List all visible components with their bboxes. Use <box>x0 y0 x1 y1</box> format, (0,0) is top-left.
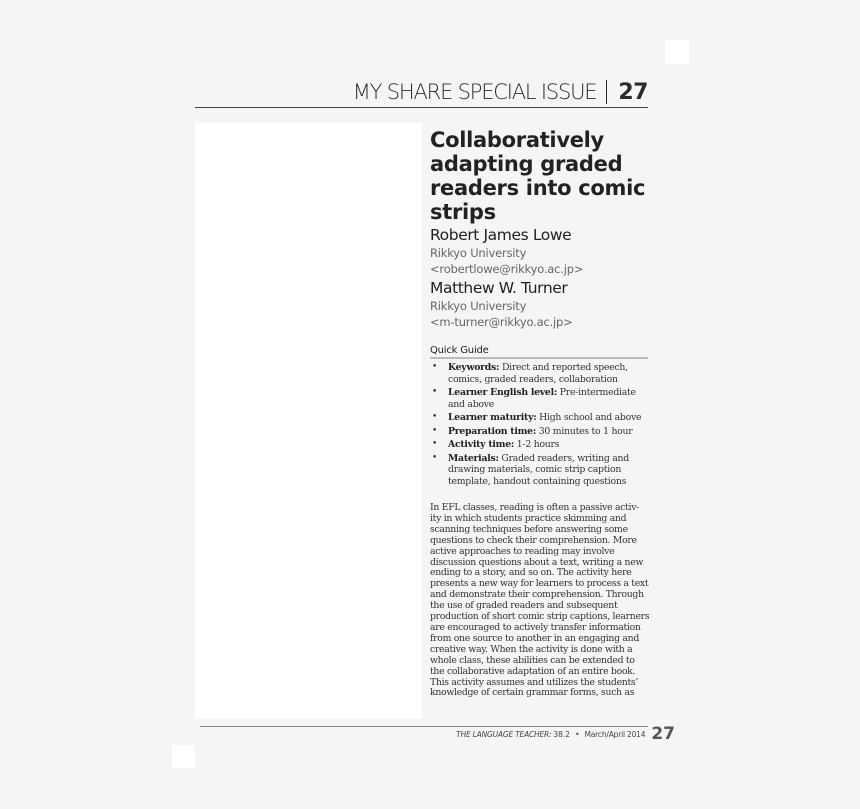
quick-guide-label: Keywords: <box>448 362 500 373</box>
bullet-icon: • <box>432 387 438 397</box>
author-name: Robert James Lowe <box>430 226 572 244</box>
quick-guide-item <box>430 426 648 438</box>
body-line: active approaches to reading may involve <box>430 545 615 557</box>
quick-guide-value: High school and above <box>539 412 642 423</box>
quick-guide-item <box>430 412 648 424</box>
quick-guide-value: Graded readers, writing and drawing materials, comic strip caption template, handout containing questions <box>448 452 629 487</box>
author-affiliation: Rikkyo University <box>430 299 527 313</box>
body-line: the collaborative adaptation of an entire book. <box>430 665 636 677</box>
body-line: production of short comic strip captions, learners <box>430 611 650 623</box>
body-line: In EFL classes, reading is often a passive activ- <box>430 502 640 513</box>
bullet-icon: • <box>432 412 438 422</box>
author-block <box>430 226 650 277</box>
bullet-icon: • <box>432 425 438 436</box>
quick-guide-value: Pre-intermediate and above <box>448 387 636 410</box>
quick-guide-label: Activity time: <box>448 439 515 450</box>
body-line: ity in which students practice skimming and <box>430 512 627 524</box>
body-line: are encouraged to actively transfer information <box>430 621 641 633</box>
body-line: the use of graded readers and subsequent <box>430 600 618 612</box>
quick-guide-value: Direct and reported speech, comics, graded readers, collaboration <box>448 362 628 385</box>
article <box>430 128 650 699</box>
body-line: whole class, these abilities can be extended to <box>430 654 635 666</box>
author-affiliation: Rikkyo University <box>430 246 527 260</box>
quick-guide-label: Materials: <box>448 452 499 464</box>
bullet-icon: • <box>432 362 438 372</box>
quick-guide-item <box>430 453 648 488</box>
body-line: ending to a story, and so on. The activity here <box>430 567 632 579</box>
quick-guide <box>430 344 650 487</box>
quick-guide-list <box>430 362 650 487</box>
author-email[interactable]: <m-turner@rikkyo.ac.jp> <box>430 315 573 329</box>
footer-date: March/April 2014 <box>584 729 646 739</box>
quick-guide-heading: Quick Guide <box>430 344 648 359</box>
section-title: MY SHARE SPECIAL ISSUE <box>352 80 597 104</box>
footer-issue: 38.2 <box>553 729 571 739</box>
body-line: from one source to another in an engaging and <box>430 632 639 644</box>
quick-guide-label: Learner English level: <box>448 387 558 398</box>
header-separator <box>606 80 607 104</box>
blank-square-bottom <box>172 745 195 768</box>
author-name: Matthew W. Turner <box>430 279 568 297</box>
quick-guide-item <box>430 387 648 410</box>
body-paragraph <box>430 503 650 699</box>
quick-guide-label: Learner maturity: <box>448 412 537 423</box>
quick-guide-item <box>430 439 648 451</box>
body-line: creative way. When the activity is done with a <box>430 643 633 655</box>
quick-guide-value: 30 minutes to 1 hour <box>538 425 633 437</box>
footer-journal: THE LANGUAGE TEACHER: <box>456 729 552 739</box>
article-title: Collaboratively adapting graded readers into comic strips <box>430 128 646 224</box>
body-line: presents a new way for learners to process a text <box>430 578 649 590</box>
body-line: discussion questions about a text, writing a new <box>430 556 644 568</box>
quick-guide-item <box>430 362 648 385</box>
header-rule <box>195 107 648 108</box>
footer-page-number: 27 <box>651 724 675 744</box>
author-block <box>430 279 650 330</box>
quick-guide-value: 1-2 hours <box>516 439 560 450</box>
footer-separator: • <box>575 729 580 739</box>
running-header <box>195 76 648 108</box>
blank-square-top <box>665 40 689 64</box>
header-page-number: 27 <box>618 79 648 105</box>
body-line: questions to check their comprehension. More <box>430 534 637 546</box>
body-line: scanning techniques before answering some <box>430 523 628 535</box>
page-footer <box>400 723 675 745</box>
figure-placeholder <box>195 123 422 719</box>
body-line: This activity assumes and utilizes the students’ <box>430 676 639 688</box>
bullet-icon: • <box>432 439 438 449</box>
body-line: knowledge of certain grammar forms, such as <box>430 687 635 699</box>
bullet-icon: • <box>432 452 438 463</box>
quick-guide-label: Preparation time: <box>448 425 537 437</box>
author-email[interactable]: <robertlowe@rikkyo.ac.jp> <box>430 262 584 276</box>
body-line: and demonstrate their comprehension. Through <box>430 589 644 601</box>
